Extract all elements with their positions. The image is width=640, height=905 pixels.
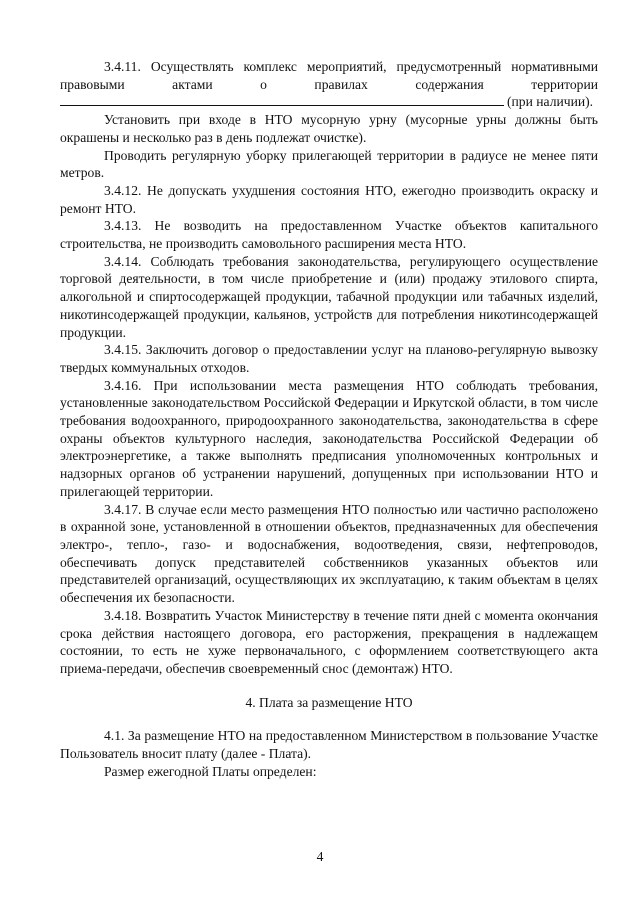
paragraph-3-4-11 bbox=[60, 58, 598, 93]
paragraph-3-4-15: 3.4.15. Заключить договор о предоставлении услуг на планово-регулярную вывозку твердых коммунальных отходов. bbox=[60, 342, 598, 375]
paragraph-3-4-16: 3.4.16. При использовании места размещения НТО соблюдать требования, установленные законодательством Российской Федерации и Иркутской области, в том числе требования водоохранного, природоохранного законодательства, законодательства в сфере охраны объектов культурного наследия, законодательства Российской Федерации об электроэнергетике, а также выполнять предписания уполномоченных контрольных и надзорных органов об устранении нарушений, допущенных при использовании НТО и прилегающей территории. bbox=[60, 377, 598, 499]
paragraph-annual-fee: Размер ежегодной Платы определен: bbox=[104, 763, 317, 779]
section-4-heading: 4. Плата за размещение НТО bbox=[245, 694, 413, 710]
paragraph-4-1: 4.1. За размещение НТО на предоставленном Министерством в пользование Участке Пользователь вносит плату (далее - Плата). bbox=[60, 728, 598, 762]
paragraph-3-4-14: 3.4.14. Соблюдать требования законодательства, регулирующего осуществление торговой деятельности, в том числе приобретение и (или) продажу этилового спирта, алкогольной и спиртосодержащей продукции, табачной продукции или табачных изделий, никотинсодержащей продукции, кальянов, устройств для потребления никотинсодержащей продукции. bbox=[60, 253, 598, 340]
paragraph-urn: Установить при входе в НТО мусорную урну (мусорные урны должны быть окрашены и несколько раз в день подлежат очистке). bbox=[60, 112, 598, 145]
paragraph-cleaning: Проводить регулярную уборку прилегающей территории в радиусе не менее пяти метров. bbox=[60, 147, 598, 181]
paragraph-3-4-13: 3.4.13. Не возводить на предоставленном Участке объектов капитального строительства, не производить самовольного расширения места НТО. bbox=[60, 218, 598, 252]
paragraph-3-4-11-suffix: (при наличии). bbox=[507, 94, 594, 110]
paragraph-3-4-12: 3.4.12. Не допускать ухудшения состояния НТО, ежегодно производить окраску и ремонт НТО. bbox=[60, 182, 598, 216]
page-number: 4 bbox=[316, 849, 324, 864]
paragraph-3-4-11-text: 3.4.11. Осуществлять комплекс мероприятий, предусмотренный нормативными правовыми актами о правилах содержания территории bbox=[60, 59, 598, 92]
blank-fill-line bbox=[60, 93, 504, 106]
paragraph-3-4-17: 3.4.17. В случае если место размещения НТО полностью или частично расположено в охранной зоне, установленной в отношении объектов, предназначенных для обеспечения электро-, тепло-, газо- и водоснабжения, водоотведения, связи, нефтепроводов, обеспечивать допуск представителей собственников указанных объектов или представителей организаций, осуществляющих их эксплуатацию, к таким объектам в целях обеспечения их безопасности. bbox=[60, 501, 598, 606]
paragraph-3-4-11-fill-line bbox=[60, 93, 598, 111]
paragraph-3-4-18: 3.4.18. Возвратить Участок Министерству в течение пяти дней с момента окончания срока действия настоящего договора, его расторжения, прекращения в надлежащем состоянии, то есть не хуже первоначального, с оформлением соответствующего акта приема-передачи, обеспечив своевременный снос (демонтаж) НТО. bbox=[60, 607, 598, 676]
